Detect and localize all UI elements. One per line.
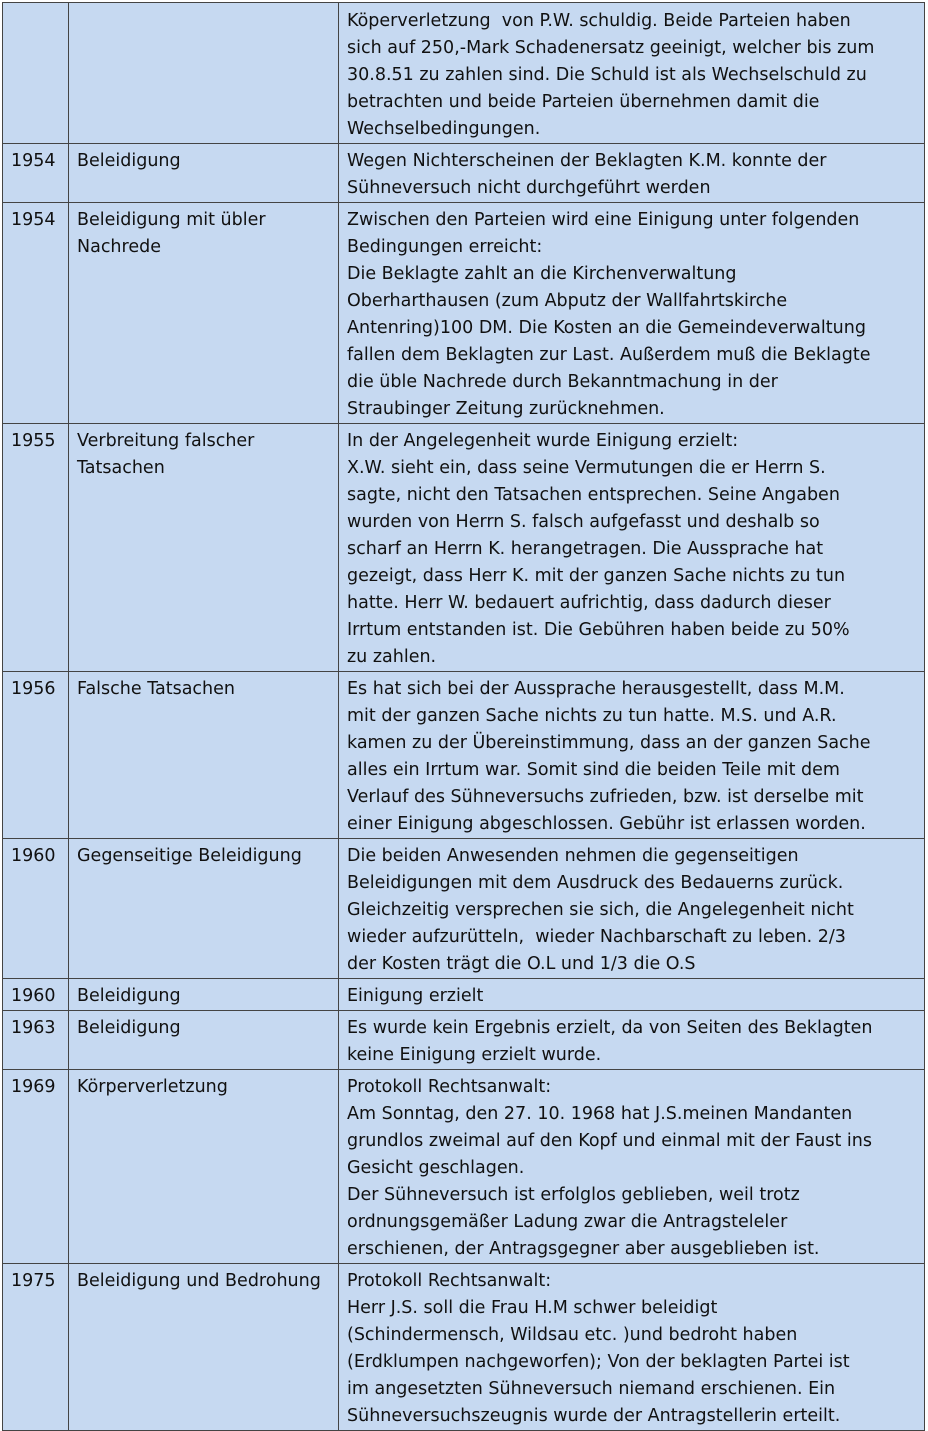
table-row [3,1070,925,1264]
result-cell: Es hat sich bei der Aussprache herausgestellt, dass M.M. mit der ganzen Sache nichts zu tun hatte. M.S. und A.R. kamen zu der Übereinstimmung, dass an der ganzen Sache alles ein Irrtum war. Somit sind die beiden Teile mit dem Verlauf des Sühneversuchs zufrieden, bzw. ist derselbe mit einer Einigung abgeschlossen. Gebühr ist erlassen worden. [339,672,925,839]
table-row [3,424,925,672]
year-cell: 1975 [3,1264,69,1431]
records-table [2,2,925,1431]
table-row [3,979,925,1011]
year-cell: 1960 [3,979,69,1011]
offense-cell: Beleidigung mit übler Nachrede [69,203,339,424]
table-row [3,3,925,144]
table-row [3,1011,925,1070]
year-cell: 1954 [3,144,69,203]
year-cell: 1963 [3,1011,69,1070]
result-cell: Einigung erzielt [339,979,925,1011]
offense-cell: Gegenseitige Beleidigung [69,839,339,979]
offense-cell: Beleidigung und Bedrohung [69,1264,339,1431]
offense-cell: Beleidigung [69,144,339,203]
result-cell: Protokoll Rechtsanwalt: Am Sonntag, den 27. 10. 1968 hat J.S.meinen Mandanten grundlos zweimal auf den Kopf und einmal mit der Faust ins Gesicht geschlagen. Der Sühneversuch ist erfolglos geblieben, weil trotz ordnungsgemäßer Ladung zwar die Antragsteleler erschienen, der Antragsgegner aber ausgeblieben ist. [339,1070,925,1264]
result-cell: In der Angelegenheit wurde Einigung erzielt: X.W. sieht ein, dass seine Vermutungen die er Herrn S. sagte, nicht den Tatsachen entsprechen. Seine Angaben wurden von Herrn S. falsch aufgefasst und deshalb so scharf an Herrn K. herangetragen. Die Aussprache hat gezeigt, dass Herr K. mit der ganzen Sache nichts zu tun hatte. Herr W. bedauert aufrichtig, dass dadurch dieser Irrtum entstanden ist. Die Gebühren haben beide zu 50% zu zahlen. [339,424,925,672]
year-cell: 1955 [3,424,69,672]
year-cell: 1956 [3,672,69,839]
table-row [3,144,925,203]
table-row [3,1264,925,1431]
result-cell: Es wurde kein Ergebnis erzielt, da von Seiten des Beklagten keine Einigung erzielt wurde. [339,1011,925,1070]
offense-cell: Beleidigung [69,1011,339,1070]
result-cell: Wegen Nichterscheinen der Beklagten K.M. konnte der Sühneversuch nicht durchgeführt werden [339,144,925,203]
offense-cell: Körperverletzung [69,1070,339,1264]
year-cell: 1954 [3,203,69,424]
offense-cell: Beleidigung [69,979,339,1011]
table-row [3,672,925,839]
table-row [3,839,925,979]
year-cell: 1969 [3,1070,69,1264]
result-cell: Zwischen den Parteien wird eine Einigung unter folgenden Bedingungen erreicht: Die Beklagte zahlt an die Kirchenverwaltung Oberharthausen (zum Abputz der Wallfahrtskirche Antenring)100 DM. Die Kosten an die Gemeindeverwaltung fallen dem Beklagten zur Last. Außerdem muß die Beklagte die üble Nachrede durch Bekanntmachung in der Straubinger Zeitung zurücknehmen. [339,203,925,424]
result-cell: Protokoll Rechtsanwalt: Herr J.S. soll die Frau H.M schwer beleidigt (Schindermensch, Wildsau etc. )und bedroht haben (Erdklumpen nachgeworfen); Von der beklagten Partei ist im angesetzten Sühneversuch niemand erschienen. Ein Sühneversuchszeugnis wurde der Antragstellerin erteilt. [339,1264,925,1431]
offense-cell [69,3,339,144]
table-row [3,203,925,424]
year-cell: 1960 [3,839,69,979]
result-cell: Köperverletzung von P.W. schuldig. Beide Parteien haben sich auf 250,-Mark Schadenersatz geeinigt, welcher bis zum 30.8.51 zu zahlen sind. Die Schuld ist als Wechselschuld zu betrachten und beide Parteien übernehmen damit die Wechselbedingungen. [339,3,925,144]
offense-cell: Verbreitung falscher Tatsachen [69,424,339,672]
offense-cell: Falsche Tatsachen [69,672,339,839]
year-cell [3,3,69,144]
result-cell: Die beiden Anwesenden nehmen die gegenseitigen Beleidigungen mit dem Ausdruck des Bedauerns zurück. Gleichzeitig versprechen sie sich, die Angelegenheit nicht wieder aufzurütteln, wieder Nachbarschaft zu leben. 2/3 der Kosten trägt die O.L und 1/3 die O.S [339,839,925,979]
